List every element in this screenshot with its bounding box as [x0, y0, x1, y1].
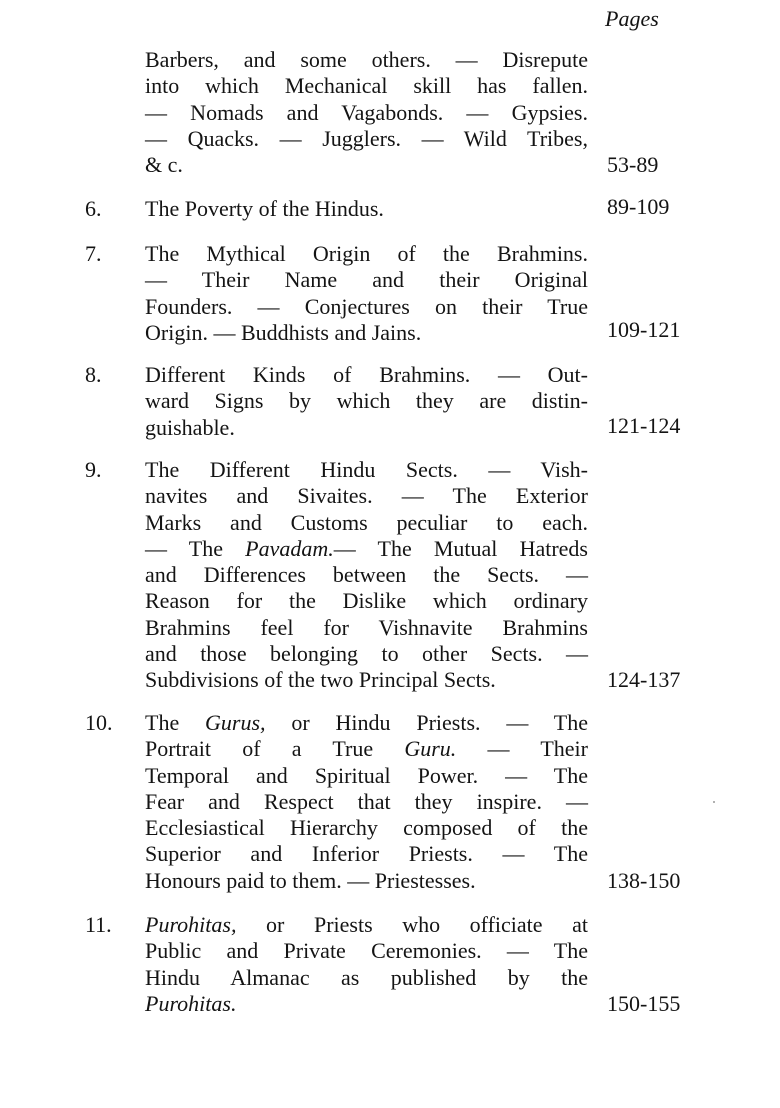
page-range: 109-121	[607, 317, 681, 342]
page-range: 53-89	[607, 152, 659, 177]
entry-description	[145, 196, 588, 222]
entry-line: Reason for the Dislike which ordinary	[145, 588, 588, 614]
entry-line: ward Signs by which they are distin-	[145, 388, 588, 414]
chapter-number: 6.	[85, 196, 102, 221]
chapter-number: 8.	[85, 362, 102, 387]
entry-line: Different Kinds of Brahmins. — Out-	[145, 362, 588, 387]
entry-description	[145, 241, 588, 346]
entry-line: Marks and Customs peculiar to each.	[145, 509, 588, 535]
entry-line: navites and Sivaites. — The Exterior	[145, 483, 588, 509]
chapter-number: 7.	[85, 241, 102, 266]
text-run: The	[145, 710, 206, 735]
entry-line: Founders. — Conjectures on their True	[145, 293, 588, 319]
text-run: or Priests who officiate at	[236, 912, 588, 937]
entry-description	[145, 362, 588, 441]
text-run: — Their	[456, 736, 588, 762]
page-range: 89-109	[607, 194, 670, 219]
italic-term: Purohitas,	[145, 912, 237, 937]
entry-line: Fear and Respect that they inspire. —	[145, 788, 588, 814]
text-run: or Hindu Priests. — The	[265, 710, 588, 735]
entry-line-mixed	[145, 736, 588, 762]
entry-line: & c.	[145, 152, 183, 178]
text-run: — The	[145, 535, 246, 561]
pages-column-header: Pages	[605, 6, 659, 31]
entry-line: The Poverty of the Hindus.	[145, 196, 384, 221]
entry-line-mixed	[145, 710, 588, 736]
entry-line: The Different Hindu Sects. — Vish-	[145, 457, 588, 482]
entry-description	[145, 710, 588, 894]
entry-line: Barbers, and some others. — Disrepute	[145, 47, 588, 72]
entry-line: Hindu Almanac as published by the	[145, 964, 588, 990]
page-range: 150-155	[607, 991, 681, 1016]
entry-line: guishable.	[145, 414, 235, 440]
entry-line: and those belonging to other Sects. —	[145, 641, 588, 667]
entry-line: — Their Name and their Original	[145, 267, 588, 293]
entry-line-mixed	[145, 991, 588, 1017]
entry-line: The Mythical Origin of the Brahmins.	[145, 241, 588, 266]
entry-line: Subdivisions of the two Principal Sects.	[145, 667, 496, 693]
entry-line: Ecclesiastical Hierarchy composed of the	[145, 815, 588, 841]
entry-description	[145, 47, 588, 178]
print-speck	[713, 801, 715, 803]
entry-line: Public and Private Ceremonies. — The	[145, 938, 588, 964]
page-range: 124-137	[607, 667, 681, 692]
page-range: 138-150	[607, 868, 681, 893]
entry-line: Temporal and Spiritual Power. — The	[145, 762, 588, 788]
entry-line: — Nomads and Vagabonds. — Gypsies.	[145, 99, 588, 125]
italic-term: Guru.	[404, 736, 457, 762]
entry-line: into which Mechanical skill has fallen.	[145, 73, 588, 99]
italic-term: Purohitas.	[145, 990, 237, 1016]
entry-line: — Quacks. — Jugglers. — Wild Tribes,	[145, 125, 588, 151]
entry-line-mixed	[145, 536, 588, 562]
entry-line: Superior and Inferior Priests. — The	[145, 841, 588, 867]
text-run: — The Mutual Hatreds	[333, 535, 588, 561]
text-run: Portrait of a True	[145, 736, 405, 762]
italic-term: Gurus,	[205, 710, 266, 735]
entry-line-mixed	[145, 912, 588, 938]
entry-description	[145, 457, 588, 694]
entry-line: and Differences between the Sects. —	[145, 562, 588, 588]
chapter-number: 10.	[85, 710, 113, 735]
page-range: 121-124	[607, 413, 681, 438]
italic-term: Pavadam.	[245, 535, 334, 561]
chapter-number: 11.	[85, 912, 112, 937]
entry-line: Origin. — Buddhists and Jains.	[145, 319, 422, 345]
entry-description	[145, 912, 588, 1017]
entry-line: Honours paid to them. — Priestesses.	[145, 867, 476, 893]
entry-line: Brahmins feel for Vishnavite Brahmins	[145, 614, 588, 640]
chapter-number: 9.	[85, 457, 102, 482]
